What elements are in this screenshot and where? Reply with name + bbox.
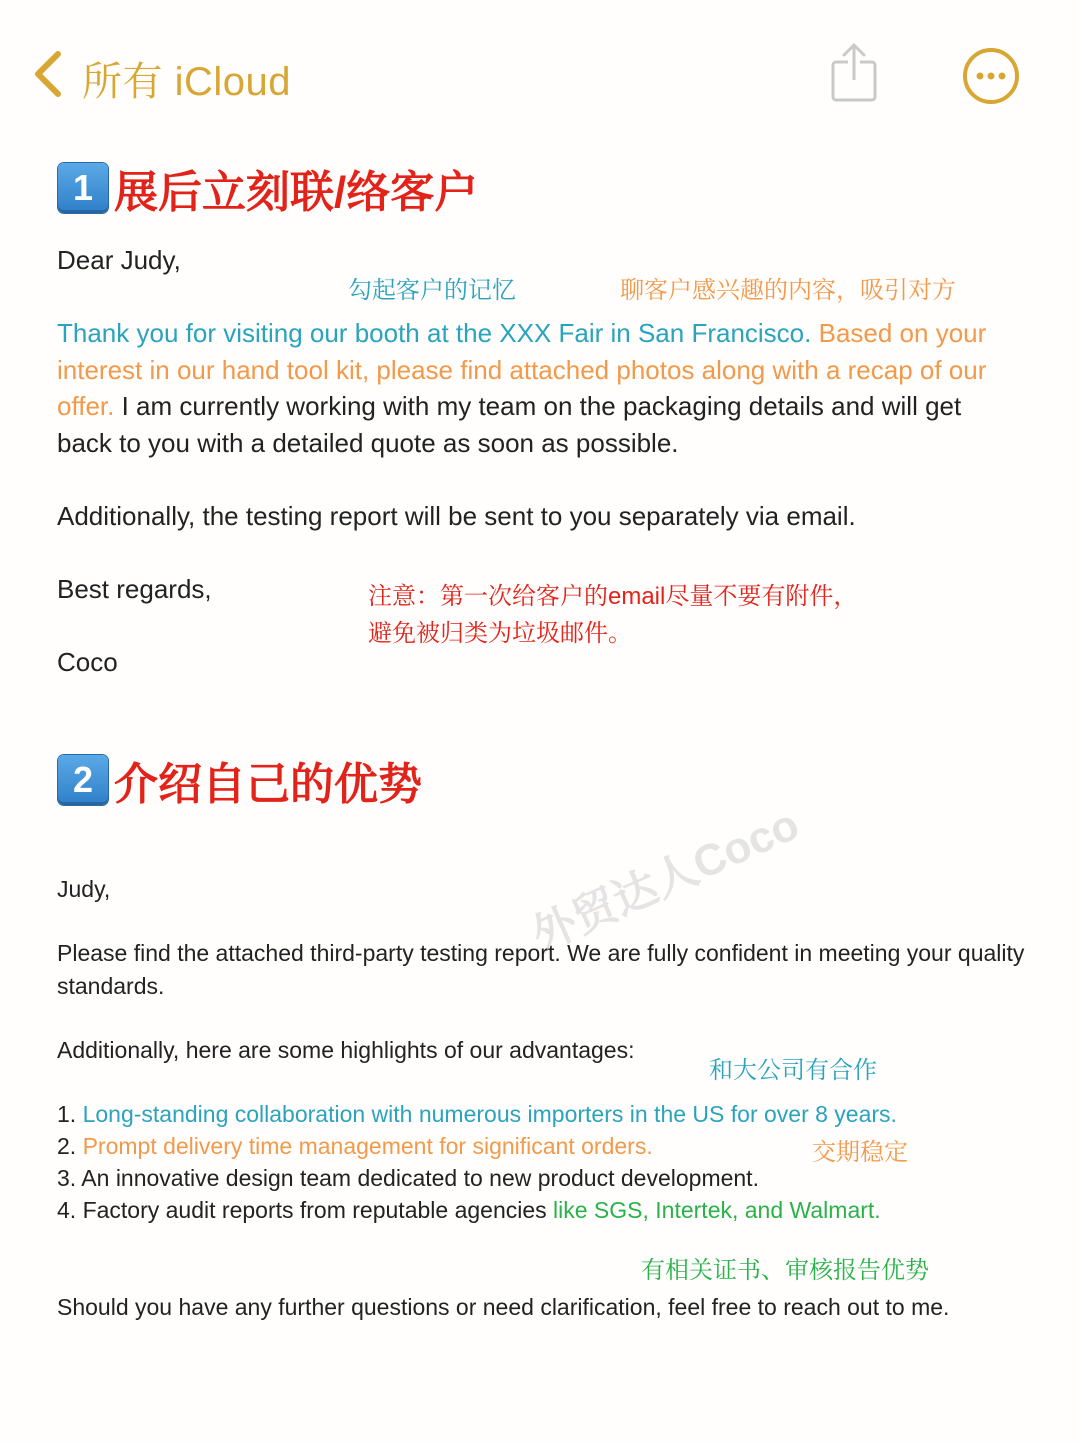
attachment-note-line2: 避免被归类为垃圾邮件。	[368, 620, 632, 647]
highlight-interest: Based on your interest in our hand tool kit, please find attached photos along with a recap of our offer.	[57, 318, 987, 421]
closing-regards: Best regards,	[57, 574, 212, 604]
highlight-memory: Thank you for visiting our booth at the XXX Fair in San Francisco.	[57, 318, 812, 348]
share-button[interactable]	[826, 40, 882, 106]
advantage-item-4: 4. Factory audit reports from reputable agencies like SGS, Intertek, and Walmart.	[57, 1197, 881, 1223]
keycap-one-icon: 1	[58, 163, 108, 213]
keycap-two-icon: 2	[58, 755, 108, 805]
section2-greeting: Judy,	[57, 876, 111, 902]
section1-greeting: Dear Judy,	[57, 245, 181, 275]
advantage-item-2: 2. Prompt delivery time management for significant orders.	[57, 1133, 653, 1159]
advantages-intro: Additionally, here are some highlights of our advantages:	[57, 1037, 635, 1063]
advantage-item-3: 3. An innovative design team dedicated to new product development.	[57, 1165, 759, 1191]
annotation-certificates: 有相关证书、审核报告优势	[641, 1257, 929, 1284]
advantage-item-1: 1. Long-standing collaboration with numerous importers in the US for over 8 years.	[57, 1101, 897, 1127]
annotation-delivery: 交期稳定	[812, 1139, 908, 1166]
section1-additional: Additionally, the testing report will be sent to you separately via email.	[57, 501, 856, 531]
paragraph-rest: I am currently working with my team on the packaging details and will get back to you with a detailed quote as soon as possible.	[57, 391, 962, 458]
section2-paragraph: Please find the attached third-party testing report. We are fully confident in meeting your quality standards.	[57, 940, 1025, 999]
back-button[interactable]	[28, 48, 68, 100]
annotation-memory: 勾起客户的记忆	[348, 277, 516, 304]
nav-title-link[interactable]: 所有 iCloud	[82, 60, 292, 104]
annotation-big-company: 和大公司有合作	[709, 1057, 877, 1084]
share-icon	[826, 40, 882, 106]
watermark: 外贸达人Coco	[524, 799, 807, 961]
chevron-left-icon	[28, 48, 68, 100]
more-button[interactable]	[961, 46, 1021, 106]
annotation-interest: 聊客户感兴趣的内容，吸引对方	[620, 277, 956, 304]
section1-heading: 1 展后立刻联/络客户	[58, 156, 478, 220]
section2-heading: 2 介绍自己的优势	[58, 748, 422, 812]
attachment-note-line1: 注意：第一次给客户的email尽量不要有附件，	[368, 583, 858, 610]
signature: Coco	[57, 647, 118, 677]
ellipsis-circle-icon	[961, 46, 1021, 106]
section1-paragraph	[57, 315, 992, 461]
section2-closing: Should you have any further questions or need clarification, feel free to reach out to me.	[57, 1294, 950, 1320]
